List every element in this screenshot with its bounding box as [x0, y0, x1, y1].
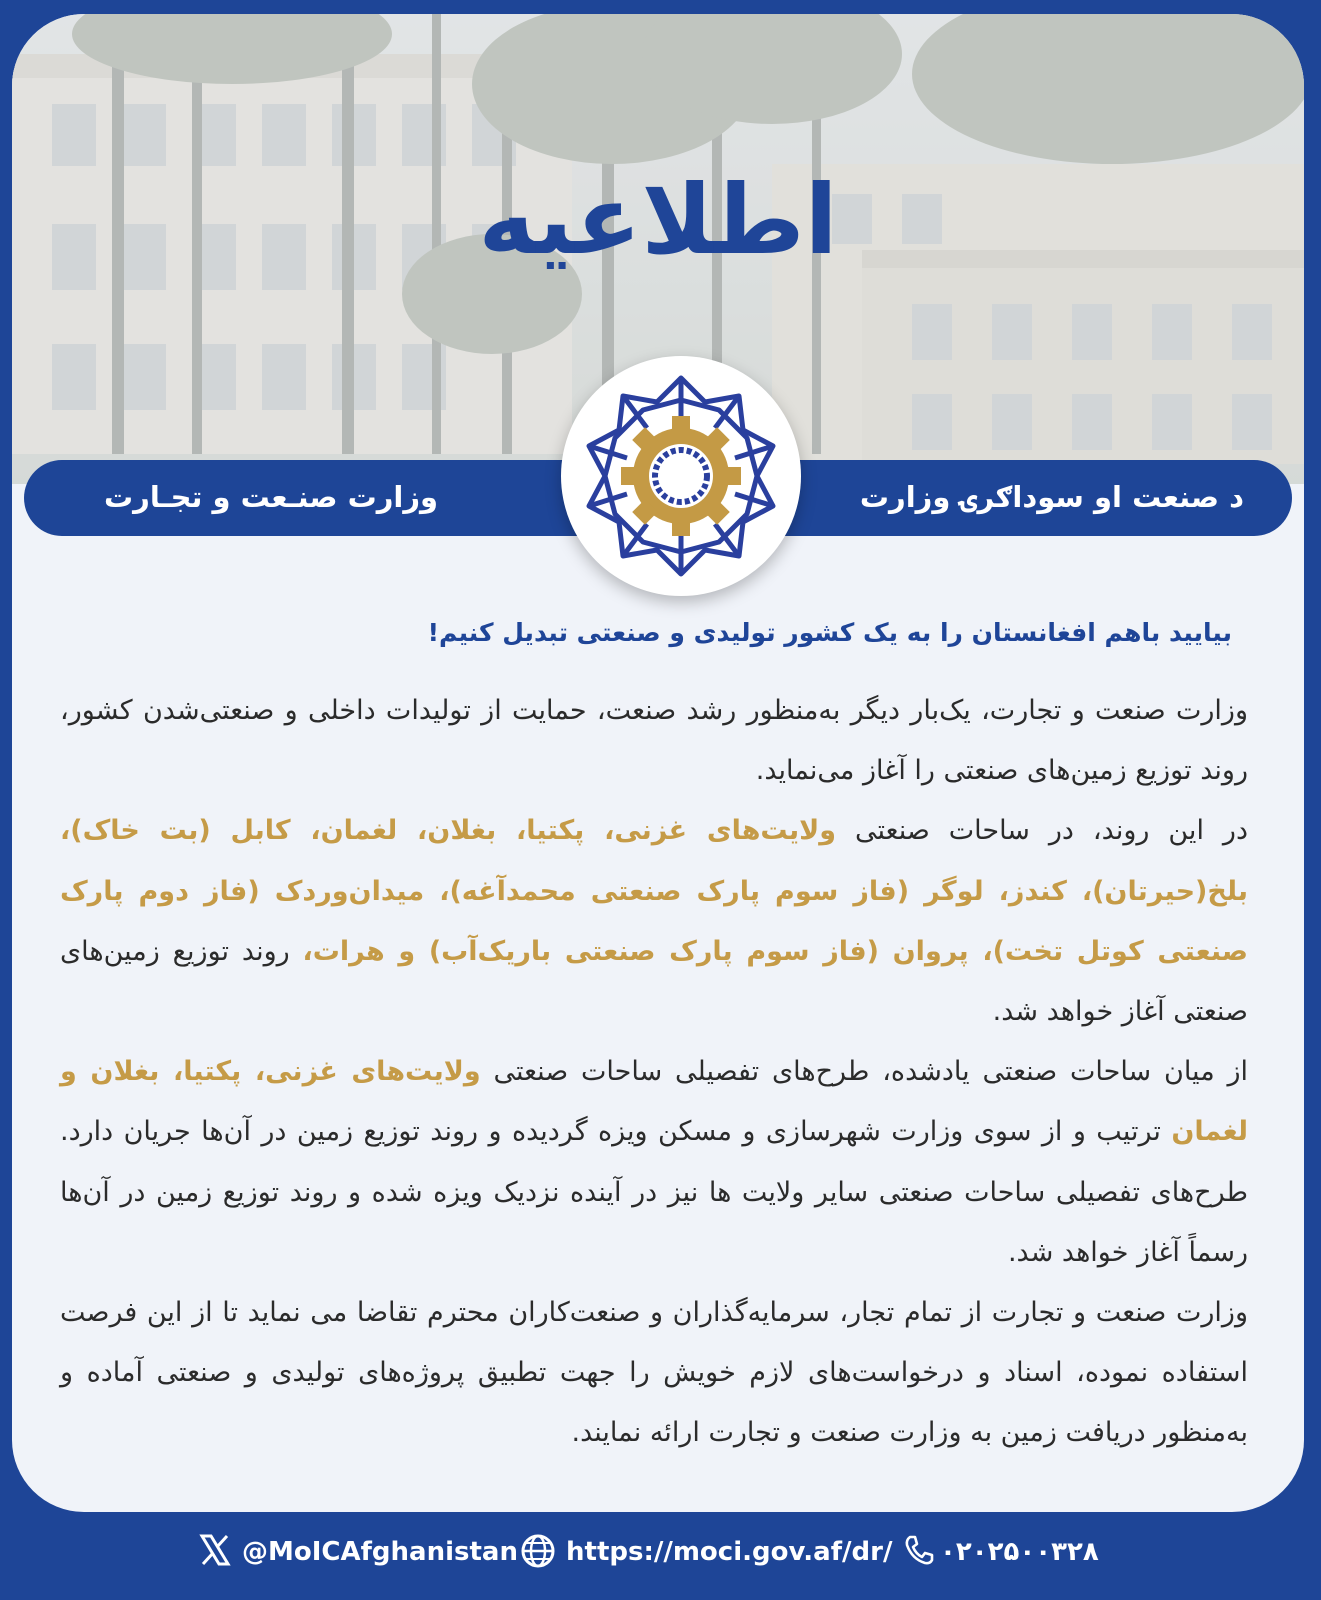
highlighted-provinces-2: ولایت‌های غزنی، پکتیا، بغلان و لغمان — [60, 1056, 1248, 1148]
phone-icon — [902, 1533, 936, 1567]
paragraph-2-text: در این روند، در ساحات صنعتی — [836, 815, 1248, 847]
page-title: اطلاعیه — [478, 164, 838, 276]
ministry-emblem-icon — [561, 356, 801, 596]
paragraph-2 — [60, 801, 1248, 1042]
paragraph-3-text-end: ترتیب و از سوی وزارت شهرسازی و مسکن ویزه گردیده و روند توزیع زمین در آن‌ها جریان دارد. طرح‌های تفصیلی ساحات صنعتی سایر ولایت ها نیز در آینده نزدیک ویزه شده و روند توزیع زمین در آن‌ها رسماً آغاز خواهد شد. — [60, 1116, 1248, 1268]
social-handle-link[interactable]: @MoICAfghanistan — [242, 1537, 518, 1567]
phone-number[interactable]: ۰۲۰۲۵۰۰۳۲۸ — [940, 1537, 1099, 1567]
paragraph-2-text-end: روند توزیع زمین‌های صنعتی آغاز خواهد شد. — [60, 935, 1248, 1028]
headline: بیایید باهم افغانستان را به یک کشور تولیدی و صنعتی تبدیل کنیم! — [427, 618, 1232, 647]
ministry-logo — [561, 356, 801, 596]
footer-contact-bar — [0, 1527, 1321, 1583]
paragraph-1: وزارت صنعت و تجارت، یک‌بار دیگر به‌منظور رشد صنعت، حمایت از تولیدات داخلی و صنعتی‌شدن کشور، روند توزیع زمین‌های صنعتی را آغاز می‌نماید. — [60, 695, 1248, 787]
website-link[interactable]: https://moci.gov.af/dr/ — [566, 1537, 893, 1567]
ministry-name-pashto: د صنعت او سوداګرۍ وزارت — [859, 480, 1244, 514]
globe-icon — [520, 1533, 556, 1569]
paragraph-3 — [60, 1042, 1248, 1283]
highlighted-provinces: ولایت‌های غزنی، پکتیا، بغلان، لغمان، کابل (بت خاک)، بلخ(حیرتان)، کندز، لوگر (فاز سوم پارک صنعتی محمدآغه)، میدان‌وردک (فاز دوم پارک صنعتی کوتل تخت)، پروان (فاز سوم پارک صنعتی باریک‌آب) و هرات، — [60, 815, 1249, 967]
paragraph-4: وزارت صنعت و تجارت از تمام تجار، سرمایه‌گذاران و صنعت‌کاران محترم تقاضا می نماید تا از این فرصت استفاده نموده، اسناد و درخواست‌های لازم خویش را جهت تطبیق پروژه‌های تولیدی و صنعتی آماده و به‌منظور دریافت زمین به وزارت صنعت و تجارت ارائه نمایند. — [60, 1297, 1248, 1449]
ministry-name-dari: وزارت صنـعت و تجـارت — [104, 480, 439, 514]
notice-card — [12, 14, 1304, 1512]
x-logo-icon[interactable] — [198, 1533, 232, 1567]
notice-body — [60, 681, 1248, 1464]
paragraph-3-text: از میان ساحات صنعتی یادشده، طرح‌های تفصیلی ساحات صنعتی — [480, 1056, 1248, 1088]
